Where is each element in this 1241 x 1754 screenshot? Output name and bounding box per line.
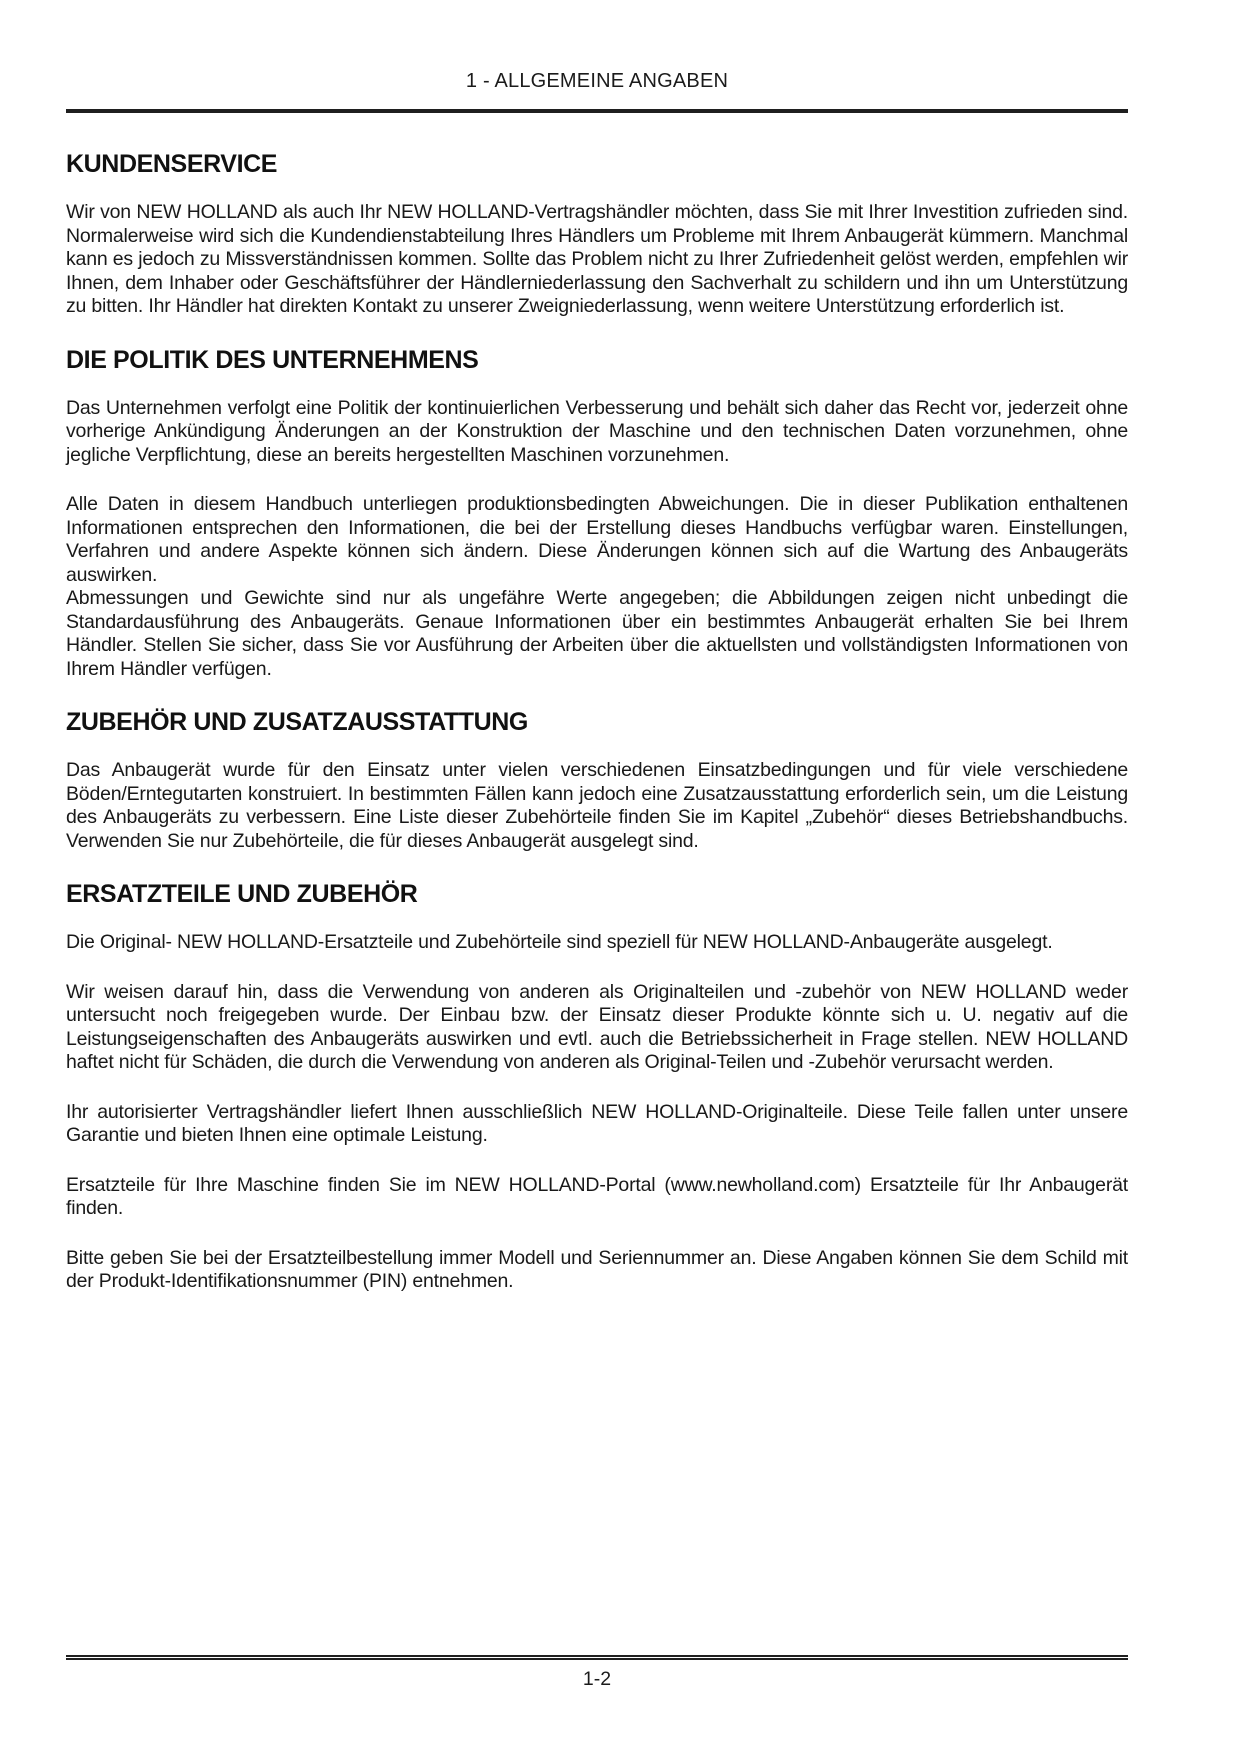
section-heading-zubehoer-zusatzausstattung: ZUBEHÖR UND ZUSATZAUSSTATTUNG: [66, 708, 528, 736]
page-number: 1-2: [582, 1668, 612, 1690]
running-header-title: 1 - ALLGEMEINE ANGABEN: [465, 70, 729, 92]
footer-rule: [66, 1655, 1128, 1660]
body-paragraph: Wir von NEW HOLLAND als auch Ihr NEW HOLLAND-Vertragshändler möchten, dass Sie mit Ihrer Investition zufrieden sind. Normalerweise wird sich die Kundendienstabteilung Ihres Händlers um Probleme mit Ihrem Anbaugerät kümmern. Manchmal kann es jedoch zu Missverständnissen kommen. Sollte das Problem nicht zu Ihrer Zufriedenheit gelöst werden, empfehlen wir Ihnen, dem Inhaber oder Geschäftsführer der Händlerniederlassung den Sachverhalt zu schildern und ihn um Unterstützung zu bitten. Ihr Händler hat direkten Kontakt zu unserer Zweigniederlassung, wenn weitere Unterstützung erforderlich ist.: [66, 201, 1128, 317]
section-heading-ersatzteile-zubehoer: ERSATZTEILE UND ZUBEHÖR: [66, 880, 418, 908]
body-paragraph: Bitte geben Sie bei der Ersatzteilbestellung immer Modell und Seriennummer an. Diese Angaben können Sie dem Schild mit der Produkt-Identifikationsnummer (PIN) entnehmen.: [66, 1246, 1128, 1292]
body-paragraph: Ersatzteile für Ihre Maschine finden Sie im NEW HOLLAND-Portal (www.newholland.com) Ersatzteile für Ihr Anbaugerät finden.: [66, 1173, 1128, 1219]
page-footer: [66, 1655, 1128, 1690]
section-heading-politik: DIE POLITIK DES UNTERNEHMENS: [66, 345, 479, 374]
body-paragraph: Das Anbaugerät wurde für den Einsatz unter vielen verschiedenen Einsatzbedingungen und für viele verschiedene Böden/Erntegutarten konstruiert. In bestimmten Fällen kann jedoch eine Zusatzausstattung erforderlich sein, um die Leistung des Anbaugeräts zu verbessern. Eine Liste dieser Zubehörteile finden Sie im Kapitel „Zubehör“ dieses Betriebshandbuchs. Verwenden Sie nur Zubehörteile, die für dieses Anbaugerät ausgelegt sind.: [66, 759, 1128, 852]
header-rule: [66, 109, 1128, 113]
body-paragraph: Alle Daten in diesem Handbuch unterliegen produktionsbedingten Abweichungen. Die in dieser Publikation enthaltenen Informationen entsprechen den Informationen, die bei der Erstellung dieses Handbuchs verfügbar waren. Einstellungen, Verfahren und andere Aspekte können sich ändern. Diese Änderungen können sich auf die Wartung des Anbaugeräts auswirken.: [66, 493, 1128, 586]
section-heading-kundenservice: KUNDENSERVICE: [66, 150, 278, 178]
body-paragraph: Das Unternehmen verfolgt eine Politik der kontinuierlichen Verbesserung und behält sich daher das Recht vor, jederzeit ohne vorherige Ankündigung Änderungen an der Konstruktion der Maschine und den technischen Daten vorzunehmen, ohne jegliche Verpflichtung, diese an bereits hergestellten Maschinen vorzunehmen.: [66, 396, 1128, 466]
body-paragraph: Ihr autorisierter Vertragshändler liefert Ihnen ausschließlich NEW HOLLAND-Originalteile. Diese Teile fallen unter unsere Garantie und bieten Ihnen eine optimale Leistung.: [66, 1100, 1128, 1146]
body-paragraph: Die Original- NEW HOLLAND-Ersatzteile und Zubehörteile sind speziell für NEW HOLLAND-Anbaugeräte ausgelegt.: [66, 931, 1053, 953]
body-paragraph: Abmessungen und Gewichte sind nur als ungefähre Werte angegeben; die Abbildungen zeigen nicht unbedingt die Standardausführung des Anbaugeräts. Genaue Informationen über ein bestimmtes Anbaugerät erhalten Sie bei Ihrem Händler. Stellen Sie sicher, dass Sie vor Ausführung der Arbeiten über die aktuellsten und vollständigsten Informationen von Ihrem Händler verfügen.: [66, 587, 1128, 680]
body-paragraph: Wir weisen darauf hin, dass die Verwendung von anderen als Originalteilen und -zubehör von NEW HOLLAND weder untersucht noch freigegeben wurde. Der Einbau bzw. der Einsatz dieser Produkte könnte sich u. U. negativ auf die Leistungseigenschaften des Anbaugeräts auswirken und evtl. auch die Betriebssicherheit in Frage stellen. NEW HOLLAND haftet nicht für Schäden, die durch die Verwendung von anderen als Original-Teilen und -Zubehör verursacht werden.: [66, 980, 1128, 1073]
